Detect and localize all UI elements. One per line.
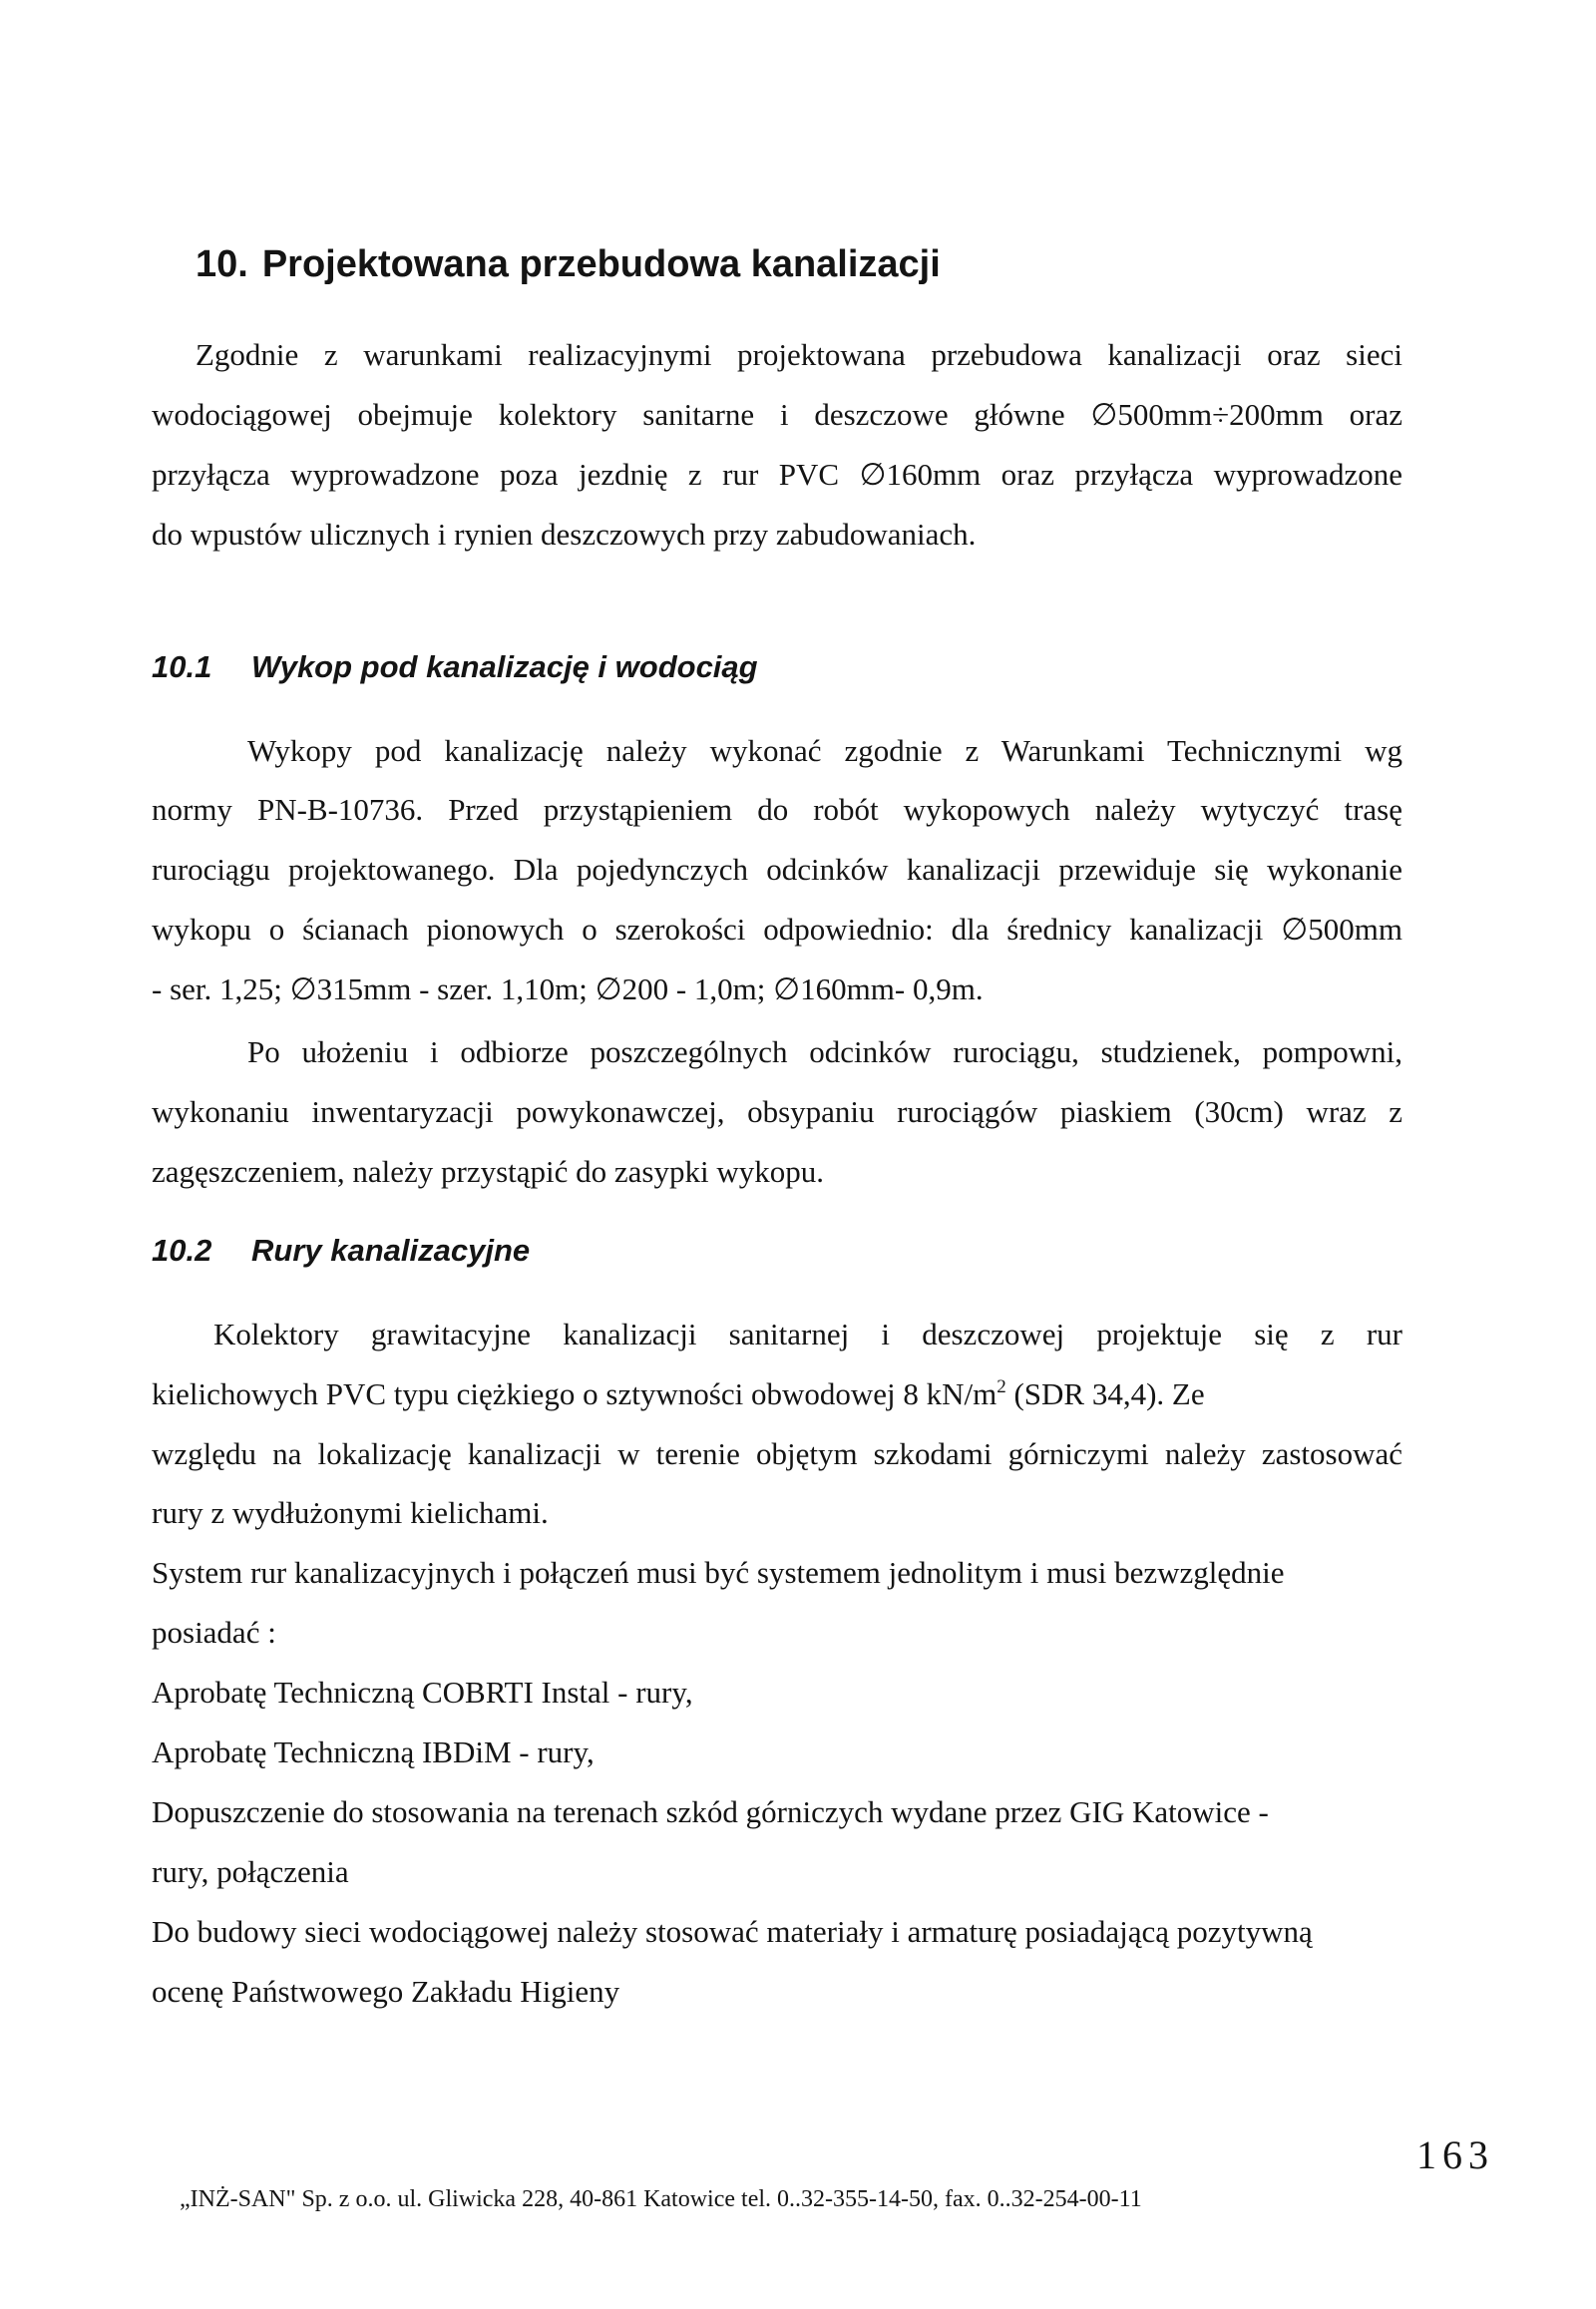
paragraph-line: przyłącza wyprowadzone poza jezdnię z rur PVC ∅160mm oraz przyłącza wyprowadzone — [152, 457, 1402, 492]
subsection-title: Rury kanalizacyjne — [251, 1233, 531, 1268]
paragraph-line: zagęszczeniem, należy przystąpić do zasypki wykopu. — [152, 1154, 824, 1189]
paragraph-line-with-superscript: kielichowych PVC typu ciężkiego o sztywności obwodowej 8 $kN/m^2$ (SDR 34,4). Ze — [152, 1375, 1205, 1411]
subsection-number: 10.2 — [152, 1233, 212, 1268]
paragraph-line: System rur kanalizacyjnych i połączeń musi być systemem jednolitym i musi bezwzględnie — [152, 1555, 1285, 1590]
paragraph-line: Zgodnie z warunkami realizacyjnymi projektowana przebudowa kanalizacji oraz sieci — [196, 337, 1402, 372]
paragraph-line: Do budowy sieci wodociągowej należy stosować materiały i armaturę posiadającą pozytywną — [152, 1914, 1313, 1949]
section-number: 10. — [196, 243, 248, 285]
paragraph-line: do wpustów ulicznych i rynien deszczowych przy zabudowaniach. — [152, 517, 977, 552]
paragraph-line: względu na lokalizację kanalizacji w terenie objętym szkodami górniczymi należy zastosować — [152, 1436, 1402, 1471]
subsection-number: 10.1 — [152, 649, 212, 684]
section-heading — [196, 243, 941, 286]
subsection-heading — [152, 649, 758, 685]
superscript: 2 — [997, 1375, 1006, 1397]
list-item: Aprobatę Techniczną COBRTI Instal - rury, — [152, 1675, 693, 1710]
paragraph-line: Wykopy pod kanalizację należy wykonać zgodnie z Warunkami Technicznymi wg — [247, 733, 1402, 768]
paragraph-line: - ser. 1,25; ∅315mm - szer. 1,10m; ∅200 - 1,0m; ∅160mm- 0,9m. — [152, 971, 984, 1006]
paragraph-line: rury z wydłużonymi kielichami. — [152, 1495, 549, 1530]
subsection-heading — [152, 1233, 530, 1269]
subsection-title: Wykop pod kanalizację i wodociąg — [251, 649, 758, 684]
paragraph-line: wykopu o ścianach pionowych o szerokości odpowiednio: dla średnicy kanalizacji ∅500mm — [152, 912, 1402, 947]
paragraph-line: wykonaniu inwentaryzacji powykonawczej, obsypaniu rurociągów piaskiem (30cm) wraz z — [152, 1094, 1402, 1129]
paragraph-line: ocenę Państwowego Zakładu Higieny — [152, 1974, 620, 2009]
list-item: Dopuszczenie do stosowania na terenach szkód górniczych wydane przez GIG Katowice - — [152, 1794, 1269, 1829]
paragraph-line: rurociągu projektowanego. Dla pojedynczych odcinków kanalizacji przewiduje się wykonanie — [152, 852, 1402, 887]
paragraph-line: Kolektory grawitacyjne kanalizacji sanitarnej i deszczowej projektuje się z rur — [213, 1317, 1402, 1351]
list-item: rury, połączenia — [152, 1854, 349, 1889]
paragraph-line: posiadać : — [152, 1615, 276, 1650]
paragraph-line: wodociągowej obejmuje kolektory sanitarne i deszczowe główne ∅500mm÷200mm oraz — [152, 397, 1402, 432]
paragraph-line: Po ułożeniu i odbiorze poszczególnych odcinków rurociągu, studzienek, pompowni, — [247, 1034, 1402, 1069]
page-number: 163 — [1416, 2132, 1494, 2177]
paragraph-line: normy PN-B-10736. Przed przystąpieniem do robót wykopowych należy wytyczyć trasę — [152, 792, 1402, 827]
list-item: Aprobatę Techniczną IBDiM - rury, — [152, 1734, 595, 1769]
section-title: Projektowana przebudowa kanalizacji — [261, 243, 941, 285]
footer-company-info: „INŻ-SAN" Sp. z o.o. ul. Gliwicka 228, 40-861 Katowice tel. 0..32-355-14-50, fax. 0..32-254-00-11 — [180, 2186, 1142, 2212]
